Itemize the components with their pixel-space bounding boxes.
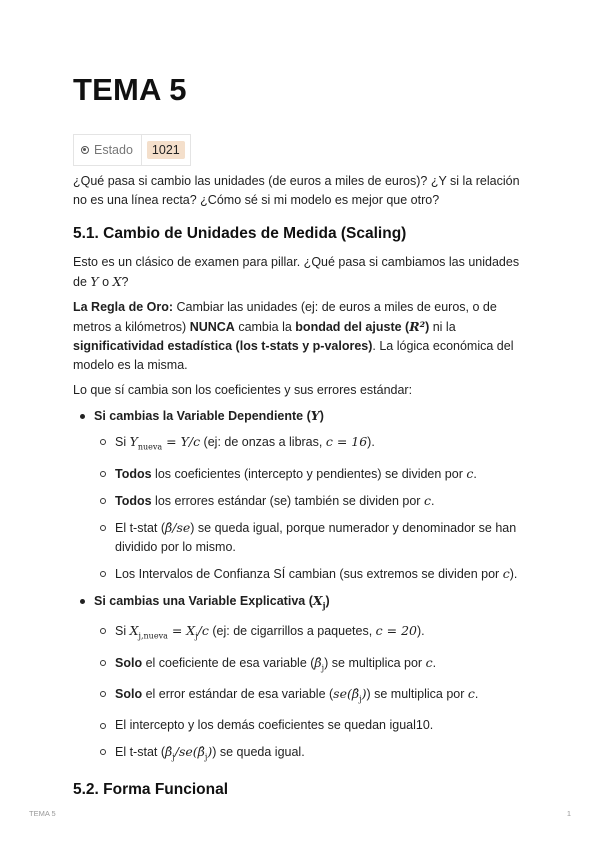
explicative-sublist	[94, 621, 533, 766]
property-row[interactable]	[73, 134, 191, 166]
status-circle-icon	[81, 146, 89, 154]
golden-rule-paragraph: La Regla de Oro: Cambiar las unidades (ej: de euros a miles de euros, o de metros a kilómetros) NUNCA cambia la bondad del ajuste (R²) ni la significatividad estadística (los t-stats y p-valores). La lógica económica del modelo es la misma.	[73, 300, 514, 372]
list-item: El t-stat (β̂/se) se queda igual, porque numerador y denominador se han dividido por lo mismo.	[94, 518, 533, 557]
list-item: Todos los coeficientes (intercepto y pendientes) se dividen por c.	[94, 464, 533, 484]
dependent-title: Si cambias la Variable Dependiente (Y)	[94, 408, 324, 423]
property-key	[74, 135, 142, 165]
property-value[interactable]	[142, 135, 190, 165]
list-item-explicative	[73, 591, 533, 767]
changes-paragraph: Lo que sí cambia son los coeficientes y sus errores estándar:	[73, 383, 413, 397]
list-item: El intercepto y los demás coeficientes se quedan igual10.	[94, 716, 533, 735]
footer-page-number: 1	[566, 809, 571, 818]
list-item: Si $X_{j,nueva} = X_j/c$ (ej: de cigarrillos a paquetes, c = 20).	[94, 621, 533, 646]
section-heading-5-2: 5.2. Forma Funcional	[73, 781, 229, 798]
page-title: TEMA 5	[73, 72, 187, 107]
list-item-dependent	[73, 406, 533, 584]
status-badge: 1021	[147, 141, 185, 159]
list-item: Los Intervalos de Confianza SÍ cambian (sus extremos se dividen por c).	[94, 564, 533, 584]
explicative-title: Si cambias una Variable Explicativa $(X_j)$	[94, 592, 330, 610]
scaling-paragraph: Esto es un clásico de examen para pillar. ¿Qué pasa si cambiamos las unidades de Y o X?	[73, 255, 520, 289]
list-item: Todos los errores estándar (se) también se dividen por c.	[94, 491, 533, 511]
list-item: El t-stat $(\betâ_j/se(\betâ_j))$ se queda igual.	[94, 742, 533, 767]
document-body	[73, 172, 533, 809]
list-item: Si $Y_{nueva} = Y/c$ (ej: de onzas a libras, c = 16).	[94, 432, 533, 457]
intro-paragraph: ¿Qué pasa si cambio las unidades (de euros a miles de euros)? ¿Y si la relación no es una línea recta? ¿Cómo sé si mi modelo es mejor que otro?	[73, 174, 520, 207]
list-item: Solo el error estándar de esa variable $(se(\betâ_j))$ se multiplica por c.	[94, 684, 533, 709]
property-label: Estado	[94, 143, 133, 157]
section-heading-5-1: 5.1. Cambio de Unidades de Medida (Scaling)	[73, 225, 407, 242]
footer-title: TEMA 5	[29, 809, 56, 818]
dependent-sublist	[94, 432, 533, 584]
scaling-list	[73, 406, 533, 766]
list-item: Solo el coeficiente de esa variable $(\betâ_j)$ se multiplica por c.	[94, 653, 533, 678]
